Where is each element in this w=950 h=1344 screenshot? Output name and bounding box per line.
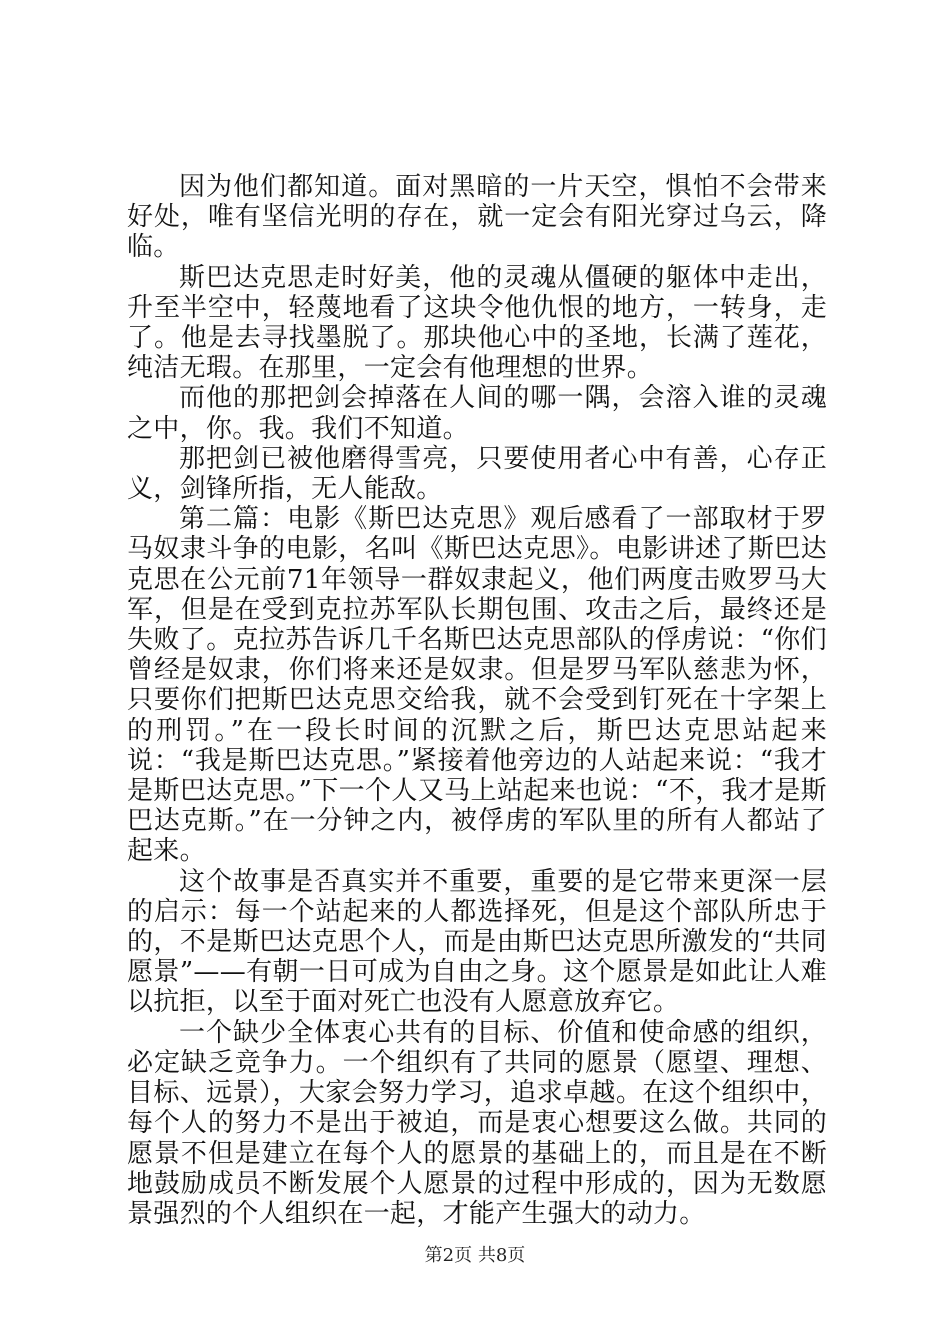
paragraph: 那把剑已被他磨得雪亮，只要使用者心中有善，心存正义，剑锋所指，无人能敌。 bbox=[127, 443, 827, 505]
page-number-footer: 第2页 共8页 bbox=[424, 1245, 526, 1266]
paragraph: 斯巴达克思走时好美，他的灵魂从僵硬的躯体中走出，升至半空中，轻蔑地看了这块令他仇恨的地方，一转身，走了。他是去寻找墨脱了。那块他心中的圣地，长满了莲花，纯洁无瑕。在那里，一定会有他理想的世界。 bbox=[127, 262, 827, 384]
document-body bbox=[127, 172, 827, 1229]
paragraph: 这个故事是否真实并不重要，重要的是它带来更深一层的启示：每一个站起来的人都选择死，但是这个部队所忠于的，不是斯巴达克思个人，而是由斯巴达克思所激发的“共同愿景”——有朝一日可成为自由之身。这个愿景是如此让人难以抗拒，以至于面对死亡也没有人愿意放弃它。 bbox=[127, 866, 827, 1018]
paragraph: 第二篇：电影《斯巴达克思》观后感看了一部取材于罗马奴隶斗争的电影，名叫《斯巴达克思》。电影讲述了斯巴达克思在公元前71年领导一群奴隶起义，他们两度击败罗马大军，但是在受到克拉苏军队长期包围、攻击之后，最终还是失败了。克拉苏告诉几千名斯巴达克思部队的俘虏说：“你们曾经是奴隶，你们将来还是奴隶。但是罗马军队慈悲为怀，只要你们把斯巴达克思交给我，就不会受到钉死在十字架上的刑罚。”在一段长时间的沉默之后，斯巴达克思站起来说：“我是斯巴达克思。”紧接着他旁边的人站起来说：“我才是斯巴达克思。”下一个人又马上站起来也说：“不，我才是斯巴达克斯。”在一分钟之内，被俘虏的军队里的所有人都站了起来。 bbox=[127, 504, 827, 867]
paragraph: 一个缺少全体衷心共有的目标、价值和使命感的组织，必定缺乏竞争力。一个组织有了共同的愿景（愿望、理想、目标、远景），大家会努力学习，追求卓越。在这个组织中，每个人的努力不是出于被迫，而是衷心想要这么做。共同的愿景不但是建立在每个人的愿景的基础上的，而且是在不断地鼓励成员不断发展个人愿景的过程中形成的，因为无数愿景强烈的个人组织在一起，才能产生强大的动力。 bbox=[127, 1017, 827, 1229]
paragraph: 而他的那把剑会掉落在人间的哪一隅，会溶入谁的灵魂之中，你。我。我们不知道。 bbox=[127, 383, 827, 444]
paragraph: 因为他们都知道。面对黑暗的一片天空，惧怕不会带来好处，唯有坚信光明的存在，就一定会有阳光穿过乌云，降临。 bbox=[127, 172, 827, 263]
